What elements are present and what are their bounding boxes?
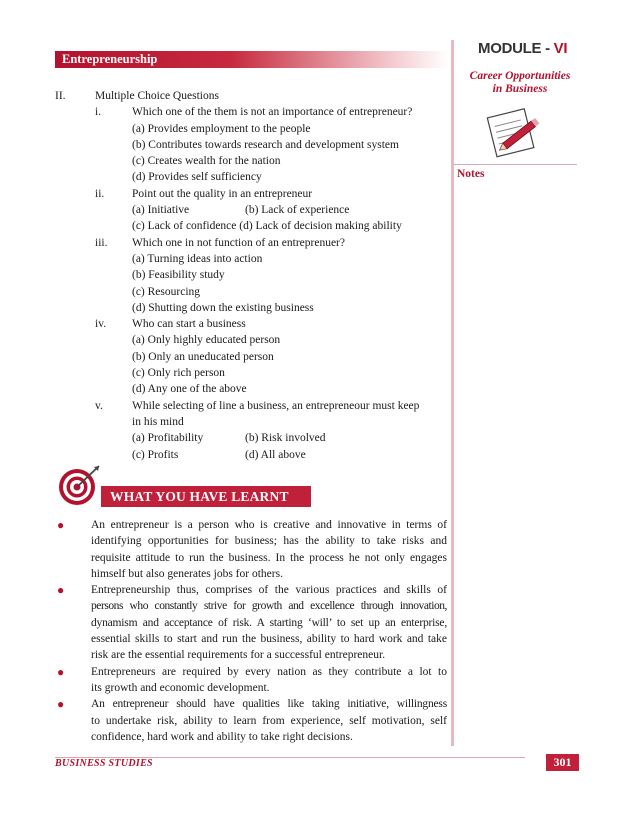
question-1 xyxy=(55,104,447,120)
question-number: iv. xyxy=(95,318,107,331)
option-text: (d) Provides self sufficiency xyxy=(132,171,262,184)
option-text: (c) Lack of confidence (d) Lack of decision making ability xyxy=(132,220,402,233)
option-text: (a) Initiative xyxy=(132,204,190,217)
option xyxy=(55,121,447,137)
option-text: (c) Profits xyxy=(132,448,179,461)
question-number: iii. xyxy=(95,236,108,249)
option-pair xyxy=(55,430,447,446)
option-text: (d) Shutting down the existing business xyxy=(132,301,314,314)
module-subtitle-line1: Career Opportunities xyxy=(469,70,571,82)
option xyxy=(55,218,447,234)
option-text: (d) All above xyxy=(245,448,306,461)
option xyxy=(55,153,447,169)
question-4 xyxy=(55,316,447,332)
option xyxy=(55,332,447,348)
list-item-line: Entrepreneurs are required by every nation as they contribute a lot to xyxy=(91,665,447,678)
margin-rule xyxy=(451,40,454,746)
question-number: ii. xyxy=(95,187,105,200)
bullet-icon: ● xyxy=(57,583,65,598)
option xyxy=(55,381,447,397)
section-number: II. xyxy=(55,90,66,102)
footer-book-title: BUSINESS STUDIES xyxy=(55,758,153,769)
question-number: i. xyxy=(95,106,102,119)
summary-list xyxy=(55,517,447,745)
question-text: Point out the quality in an entrepreneur xyxy=(132,187,313,200)
option-text: (a) Only highly educated person xyxy=(132,334,281,347)
list-item-line: its growth and economic development. xyxy=(91,681,270,694)
bullet-icon: ● xyxy=(57,664,65,679)
target-icon xyxy=(56,463,102,509)
question-number: v. xyxy=(95,399,103,412)
list-item-line: An entrepreneur should have qualities like taking initiative, willingness xyxy=(91,698,447,711)
list-item-line: dynamism and acceptance of risk. A starting ‘will’ to set up an enterprise, xyxy=(91,616,447,629)
option xyxy=(55,300,447,316)
option-text: (a) Provides employment to the people xyxy=(132,122,311,135)
section-title: Multiple Choice Questions xyxy=(95,90,219,102)
module-number: VI xyxy=(553,40,568,57)
option-pair xyxy=(55,447,447,463)
question-text: Which one of the them is not an importance of entrepreneur? xyxy=(132,106,413,119)
question-text: Who can start a business xyxy=(132,318,246,331)
option xyxy=(55,137,447,153)
list-item xyxy=(55,664,447,697)
notepad-pen-icon xyxy=(484,104,544,165)
question-text: Which one in not function of an entreprenuer? xyxy=(132,236,345,249)
notes-label: Notes xyxy=(457,168,485,180)
list-item xyxy=(55,582,447,663)
mcq-heading xyxy=(55,88,447,104)
question-5 xyxy=(55,398,447,414)
page-number: 301 xyxy=(553,755,572,769)
notes-rule xyxy=(454,164,577,165)
option-text: (c) Resourcing xyxy=(132,285,201,298)
list-item-line: requisite attitude to run the business. In the process he not only engages xyxy=(91,551,447,564)
list-item xyxy=(55,696,447,745)
list-item-line: himself but also generates jobs for others. xyxy=(91,567,283,580)
module-subtitle xyxy=(458,70,582,96)
bullet-icon: ● xyxy=(57,697,65,712)
option-text: (d) Any one of the above xyxy=(132,383,247,396)
question-text: While selecting of line a business, an entrepreneour must keep xyxy=(132,399,420,412)
list-item-line: to undertake risk, ability to learn from experience, self motivation, self xyxy=(91,714,447,727)
option xyxy=(55,169,447,185)
option-text: (a) Profitability xyxy=(132,432,204,445)
option xyxy=(55,267,447,283)
option-text: (b) Feasibility study xyxy=(132,269,225,282)
question-3 xyxy=(55,235,447,251)
list-item-line: identifying opportunities for business; has the ability to take risks and xyxy=(91,535,447,548)
question-5-cont xyxy=(55,414,447,430)
option-text: (a) Turning ideas into action xyxy=(132,252,263,265)
option xyxy=(55,251,447,267)
list-item-line: An entrepreneur is a person who is creative and innovative in terms of xyxy=(91,519,447,531)
option-text: (c) Creates wealth for the nation xyxy=(132,155,281,168)
list-item-line: risk are the essential requirements for a successful entrepreneur. xyxy=(91,649,386,662)
question-2 xyxy=(55,186,447,202)
list-item-line: essential skills to start and run the business, ability to hard work and take xyxy=(91,633,447,646)
chapter-title: Entrepreneurship xyxy=(62,52,158,66)
module-prefix: MODULE - xyxy=(478,40,554,57)
option xyxy=(55,284,447,300)
list-item-line: persons who constantly strive for growth and excellence through innovation, xyxy=(91,600,447,613)
learnt-title: WHAT YOU HAVE LEARNT xyxy=(110,489,289,504)
option-pair xyxy=(55,202,447,218)
option xyxy=(55,365,447,381)
question-text: in his mind xyxy=(132,415,184,428)
option-text: (c) Only rich person xyxy=(132,367,225,380)
list-item-line: Entrepreneurship thus, comprises of the various practices and skills of xyxy=(91,584,447,597)
option-text: (b) Lack of experience xyxy=(245,204,350,217)
list-item xyxy=(55,517,447,582)
option xyxy=(55,349,447,365)
mcq-section xyxy=(55,88,447,463)
bullet-icon: ● xyxy=(57,518,65,532)
option-text: (b) Risk involved xyxy=(245,432,326,445)
option-text: (b) Only an uneducated person xyxy=(132,350,274,363)
option-text: (b) Contributes towards research and development system xyxy=(132,138,399,151)
module-subtitle-line2: in Business xyxy=(492,83,548,95)
list-item-line: confidence, hard work and ability to take right decisions. xyxy=(91,730,353,743)
module-label xyxy=(478,40,567,57)
